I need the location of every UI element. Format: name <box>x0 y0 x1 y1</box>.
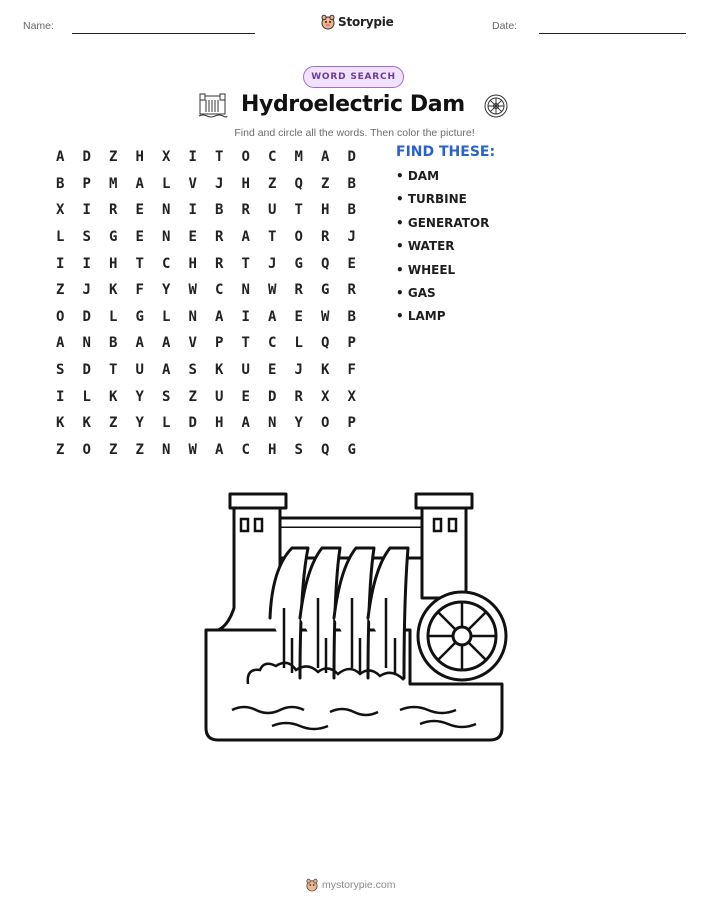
grid-letter[interactable]: B <box>347 308 356 325</box>
grid-letter[interactable]: Z <box>268 175 277 192</box>
grid-letter[interactable]: I <box>56 255 65 272</box>
grid-letter[interactable]: T <box>268 229 277 246</box>
footer <box>306 878 396 892</box>
grid-letter[interactable]: T <box>215 149 224 166</box>
grid-letter[interactable]: F <box>347 362 356 379</box>
grid-letter[interactable]: K <box>82 415 91 432</box>
word-search-badge: WORD SEARCH <box>303 66 404 88</box>
grid-letter[interactable]: B <box>215 202 224 219</box>
grid-letter[interactable]: S <box>162 388 171 405</box>
word-list <box>396 144 495 333</box>
grid-letter[interactable]: E <box>188 229 197 246</box>
grid-letter[interactable]: E <box>294 308 303 325</box>
grid-letter[interactable]: D <box>268 388 277 405</box>
grid-letter[interactable]: B <box>109 335 118 352</box>
grid-letter[interactable]: C <box>215 282 224 299</box>
grid-letter[interactable]: A <box>215 308 224 325</box>
letter-grid[interactable] <box>47 144 365 463</box>
grid-letter[interactable]: K <box>56 415 65 432</box>
grid-letter[interactable]: R <box>321 229 330 246</box>
grid-letter[interactable]: K <box>109 282 118 299</box>
grid-letter[interactable]: R <box>294 282 303 299</box>
storypie-logo-icon <box>306 878 318 892</box>
brand-name: Storypie <box>338 15 394 29</box>
grid-row <box>47 171 365 198</box>
grid-letter[interactable]: V <box>188 335 197 352</box>
grid-letter[interactable]: V <box>188 175 197 192</box>
grid-letter[interactable]: R <box>215 229 224 246</box>
date-line[interactable] <box>539 33 686 34</box>
grid-letter[interactable]: Z <box>188 388 197 405</box>
grid-letter[interactable]: Z <box>109 441 118 458</box>
grid-letter[interactable]: A <box>135 335 144 352</box>
grid-row <box>47 410 365 437</box>
grid-letter[interactable]: A <box>215 441 224 458</box>
grid-letter[interactable]: U <box>268 202 277 219</box>
brand <box>321 12 394 32</box>
grid-letter[interactable]: C <box>268 149 277 166</box>
grid-letter[interactable]: A <box>162 362 171 379</box>
grid-letter[interactable]: R <box>294 388 303 405</box>
grid-letter[interactable]: P <box>215 335 224 352</box>
grid-letter[interactable]: X <box>56 202 65 219</box>
instructions: Find and circle all the words. Then color the picture! <box>234 127 475 139</box>
water-wheel-icon <box>482 92 510 120</box>
grid-letter[interactable]: G <box>135 308 144 325</box>
grid-letter[interactable]: S <box>56 362 65 379</box>
footer-url[interactable]: mystorypie.com <box>322 879 396 891</box>
grid-letter[interactable]: Y <box>135 415 144 432</box>
grid-letter[interactable]: I <box>188 149 197 166</box>
grid-row <box>47 197 365 224</box>
grid-letter[interactable]: W <box>268 282 277 299</box>
grid-letter[interactable]: A <box>135 175 144 192</box>
grid-letter[interactable]: G <box>321 282 330 299</box>
grid-letter[interactable]: Y <box>294 415 303 432</box>
grid-row <box>47 357 365 384</box>
grid-letter[interactable]: A <box>56 149 65 166</box>
grid-letter[interactable]: U <box>135 362 144 379</box>
grid-letter[interactable]: J <box>347 229 356 246</box>
grid-letter[interactable]: E <box>241 388 250 405</box>
grid-letter[interactable]: T <box>109 362 118 379</box>
grid-letter[interactable]: J <box>215 175 224 192</box>
grid-letter[interactable]: Z <box>321 175 330 192</box>
grid-letter[interactable]: H <box>241 175 250 192</box>
grid-letter[interactable]: N <box>241 282 250 299</box>
grid-letter[interactable]: L <box>82 388 91 405</box>
word-item: • TURBINE <box>396 192 467 207</box>
grid-letter[interactable]: I <box>188 202 197 219</box>
hydroelectric-dam-illustration[interactable] <box>200 488 510 748</box>
word-item: • WATER <box>396 239 455 254</box>
grid-letter[interactable]: N <box>188 308 197 325</box>
grid-letter[interactable]: S <box>294 441 303 458</box>
grid-letter[interactable]: L <box>162 308 171 325</box>
grid-letter[interactable]: T <box>294 202 303 219</box>
word-list-title: FIND THESE: <box>396 144 496 160</box>
grid-letter[interactable]: A <box>268 308 277 325</box>
grid-letter[interactable]: B <box>347 175 356 192</box>
grid-letter[interactable]: H <box>188 255 197 272</box>
grid-letter[interactable]: I <box>82 202 91 219</box>
word-item: • GENERATOR <box>396 215 490 230</box>
grid-letter[interactable]: Y <box>162 282 171 299</box>
grid-letter[interactable]: H <box>215 415 224 432</box>
grid-letter[interactable]: N <box>162 229 171 246</box>
grid-letter[interactable]: M <box>109 175 118 192</box>
grid-letter[interactable]: L <box>109 308 118 325</box>
grid-letter[interactable]: E <box>135 229 144 246</box>
grid-letter[interactable]: G <box>347 441 356 458</box>
grid-letter[interactable]: Y <box>135 388 144 405</box>
grid-letter[interactable]: P <box>347 415 356 432</box>
grid-letter[interactable]: T <box>135 255 144 272</box>
grid-letter[interactable]: N <box>162 202 171 219</box>
grid-letter[interactable]: D <box>347 149 356 166</box>
grid-letter[interactable]: W <box>188 282 197 299</box>
grid-letter[interactable]: N <box>162 441 171 458</box>
grid-letter[interactable]: B <box>56 175 65 192</box>
grid-letter[interactable]: B <box>347 202 356 219</box>
grid-row <box>47 330 365 357</box>
grid-letter[interactable]: X <box>347 388 356 405</box>
grid-letter[interactable]: X <box>321 388 330 405</box>
grid-letter[interactable]: L <box>162 175 171 192</box>
grid-letter[interactable]: O <box>241 149 250 166</box>
grid-letter[interactable]: C <box>241 441 250 458</box>
page-title: Hydroelectric Dam <box>241 92 465 117</box>
grid-letter[interactable]: Z <box>109 149 118 166</box>
grid-letter[interactable]: L <box>294 335 303 352</box>
grid-letter[interactable]: O <box>82 441 91 458</box>
grid-letter[interactable]: Z <box>135 441 144 458</box>
grid-letter[interactable]: H <box>109 255 118 272</box>
grid-letter[interactable]: O <box>321 415 330 432</box>
grid-letter[interactable]: P <box>82 175 91 192</box>
date-label: Date: <box>492 20 518 32</box>
storypie-logo-icon <box>321 14 335 30</box>
grid-letter[interactable]: A <box>162 335 171 352</box>
grid-letter[interactable]: R <box>241 202 250 219</box>
grid-letter[interactable]: H <box>135 149 144 166</box>
grid-letter[interactable]: E <box>347 255 356 272</box>
grid-letter[interactable]: G <box>109 229 118 246</box>
grid-letter[interactable]: N <box>268 415 277 432</box>
grid-row <box>47 224 365 251</box>
grid-letter[interactable]: F <box>135 282 144 299</box>
grid-letter[interactable]: J <box>268 255 277 272</box>
grid-letter[interactable]: P <box>347 335 356 352</box>
grid-letter[interactable]: L <box>56 229 65 246</box>
grid-letter[interactable]: D <box>82 308 91 325</box>
word-item: • LAMP <box>396 309 446 324</box>
grid-letter[interactable]: K <box>321 362 330 379</box>
grid-row <box>47 250 365 277</box>
grid-row <box>47 144 365 171</box>
grid-letter[interactable]: Q <box>294 175 303 192</box>
dam-icon <box>198 92 228 118</box>
grid-row <box>47 383 365 410</box>
grid-letter[interactable]: Z <box>109 415 118 432</box>
grid-letter[interactable]: S <box>188 362 197 379</box>
grid-letter[interactable]: N <box>82 335 91 352</box>
grid-letter[interactable]: T <box>241 255 250 272</box>
grid-letter[interactable]: O <box>56 308 65 325</box>
grid-letter[interactable]: R <box>215 255 224 272</box>
grid-letter[interactable]: L <box>162 415 171 432</box>
name-line[interactable] <box>72 33 255 34</box>
grid-letter[interactable]: W <box>321 308 330 325</box>
grid-letter[interactable]: H <box>321 202 330 219</box>
grid-letter[interactable]: A <box>321 149 330 166</box>
grid-letter[interactable]: A <box>241 415 250 432</box>
grid-letter[interactable]: R <box>109 202 118 219</box>
word-item: • GAS <box>396 285 436 300</box>
grid-letter[interactable]: C <box>268 335 277 352</box>
grid-letter[interactable]: M <box>294 149 303 166</box>
grid-letter[interactable]: D <box>188 415 197 432</box>
grid-letter[interactable]: U <box>215 388 224 405</box>
grid-letter[interactable]: I <box>56 388 65 405</box>
grid-letter[interactable]: A <box>241 229 250 246</box>
grid-letter[interactable]: O <box>294 229 303 246</box>
grid-letter[interactable]: Z <box>56 282 65 299</box>
grid-letter[interactable]: G <box>294 255 303 272</box>
grid-letter[interactable]: E <box>135 202 144 219</box>
grid-letter[interactable]: D <box>82 362 91 379</box>
grid-letter[interactable]: Z <box>56 441 65 458</box>
grid-letter[interactable]: Q <box>321 335 330 352</box>
word-item: • DAM <box>396 169 440 183</box>
grid-letter[interactable]: H <box>268 441 277 458</box>
name-label: Name: <box>23 20 54 32</box>
word-item: • WHEEL <box>396 262 456 277</box>
grid-letter[interactable]: T <box>241 335 250 352</box>
grid-letter[interactable]: J <box>82 282 91 299</box>
grid-row <box>47 277 365 304</box>
grid-letter[interactable]: E <box>268 362 277 379</box>
grid-letter[interactable]: D <box>82 149 91 166</box>
grid-letter[interactable]: K <box>215 362 224 379</box>
grid-letter[interactable]: R <box>347 282 356 299</box>
grid-letter[interactable]: I <box>82 255 91 272</box>
grid-letter[interactable]: C <box>162 255 171 272</box>
grid-letter[interactable]: K <box>109 388 118 405</box>
grid-letter[interactable]: S <box>82 229 91 246</box>
grid-letter[interactable]: U <box>241 362 250 379</box>
grid-letter[interactable]: Q <box>321 255 330 272</box>
grid-row <box>47 304 365 331</box>
grid-letter[interactable]: W <box>188 441 197 458</box>
grid-letter[interactable]: Q <box>321 441 330 458</box>
grid-row <box>47 437 365 464</box>
grid-letter[interactable]: X <box>162 149 171 166</box>
grid-letter[interactable]: A <box>56 335 65 352</box>
grid-letter[interactable]: J <box>294 362 303 379</box>
grid-letter[interactable]: I <box>241 308 250 325</box>
